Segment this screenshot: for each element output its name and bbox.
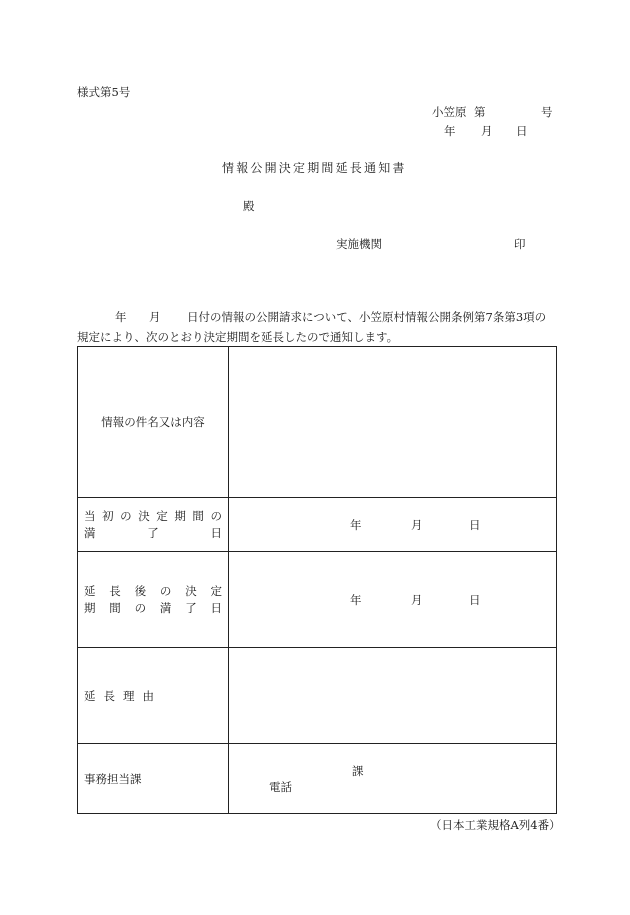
label-char: 間 xyxy=(192,508,204,523)
label-char: 日 xyxy=(210,600,222,615)
table-row-extended-deadline xyxy=(78,552,557,648)
label-char: 日 xyxy=(210,525,222,540)
label-char: 延 xyxy=(84,583,96,598)
label-char: 決 xyxy=(138,508,150,523)
addressee-suffix: 殿 xyxy=(243,199,255,213)
paper-size-note: （日本工業規格A列4番） xyxy=(430,818,561,832)
table-row-subject xyxy=(78,347,557,498)
label-char: 定 xyxy=(210,583,222,598)
label-char: 長 xyxy=(109,583,121,598)
label-char: 了 xyxy=(185,600,197,615)
doc-number-go: 号 xyxy=(541,105,553,119)
date-year: 年 xyxy=(350,592,362,607)
intro-month: 月 xyxy=(149,310,161,324)
label-char: 後 xyxy=(134,583,147,598)
date-month: 月 xyxy=(411,592,423,607)
seal-label: 印 xyxy=(514,237,526,251)
value-department xyxy=(229,744,557,814)
date-month: 月 xyxy=(411,517,423,532)
label-char: 満 xyxy=(159,600,172,615)
label-char: 当 xyxy=(84,508,96,523)
header-date-month: 月 xyxy=(481,124,493,138)
form-number: 様式第5号 xyxy=(77,85,131,99)
doc-number-dai: 第 xyxy=(474,105,486,119)
label-char: 期 xyxy=(174,508,186,523)
intro-year: 年 xyxy=(115,310,127,324)
label-char: 由 xyxy=(142,688,154,703)
value-subject xyxy=(229,347,557,498)
label-char: の xyxy=(159,583,172,598)
label-reason xyxy=(78,648,229,744)
table-row-reason xyxy=(78,648,557,744)
label-original-deadline xyxy=(78,498,229,552)
label-char: 長 xyxy=(103,688,115,703)
header-date-year: 年 xyxy=(444,124,456,138)
value-extended-deadline xyxy=(229,552,557,648)
table-row-department xyxy=(78,744,557,814)
label-extended-deadline xyxy=(78,552,229,648)
label-subject-text: 情報の件名又は内容 xyxy=(101,415,205,429)
label-department xyxy=(78,744,229,814)
intro-line1: 日付の情報の公開請求について、小笠原村情報公開条例第7条第3項の xyxy=(187,310,547,324)
phone-label: 電話 xyxy=(269,779,292,794)
date-day: 日 xyxy=(469,517,481,532)
date-year: 年 xyxy=(350,517,362,532)
label-char: 決 xyxy=(185,583,197,598)
intro-paragraph xyxy=(77,307,555,347)
label-char: 延 xyxy=(84,688,96,703)
header-date xyxy=(444,123,534,139)
value-original-deadline xyxy=(229,498,557,552)
table-row-original-deadline xyxy=(78,498,557,552)
label-char: 間 xyxy=(109,600,121,615)
label-department-text: 事務担当課 xyxy=(84,771,142,786)
label-char: 了 xyxy=(147,525,159,540)
document-title: 情報公開決定期間延長通知書 xyxy=(222,161,407,175)
agency-label: 実施機関 xyxy=(336,237,382,251)
section-suffix: 課 xyxy=(352,763,364,778)
label-char: 期 xyxy=(84,600,96,615)
intro-line2: 規定により、次のとおり決定期間を延長したので通知します。 xyxy=(77,330,399,344)
date-day: 日 xyxy=(469,592,481,607)
label-char: の xyxy=(210,508,222,523)
label-char: の xyxy=(134,600,147,615)
label-char: の xyxy=(120,508,132,523)
label-char: 満 xyxy=(84,525,96,540)
label-char: 定 xyxy=(156,508,168,523)
label-subject xyxy=(78,347,229,498)
label-char: 初 xyxy=(102,508,114,523)
document-number xyxy=(432,104,557,120)
extension-table xyxy=(77,346,557,814)
value-reason xyxy=(229,648,557,744)
label-char: 理 xyxy=(123,688,135,703)
header-date-day: 日 xyxy=(516,124,528,138)
doc-number-prefix: 小笠原 xyxy=(432,105,467,119)
